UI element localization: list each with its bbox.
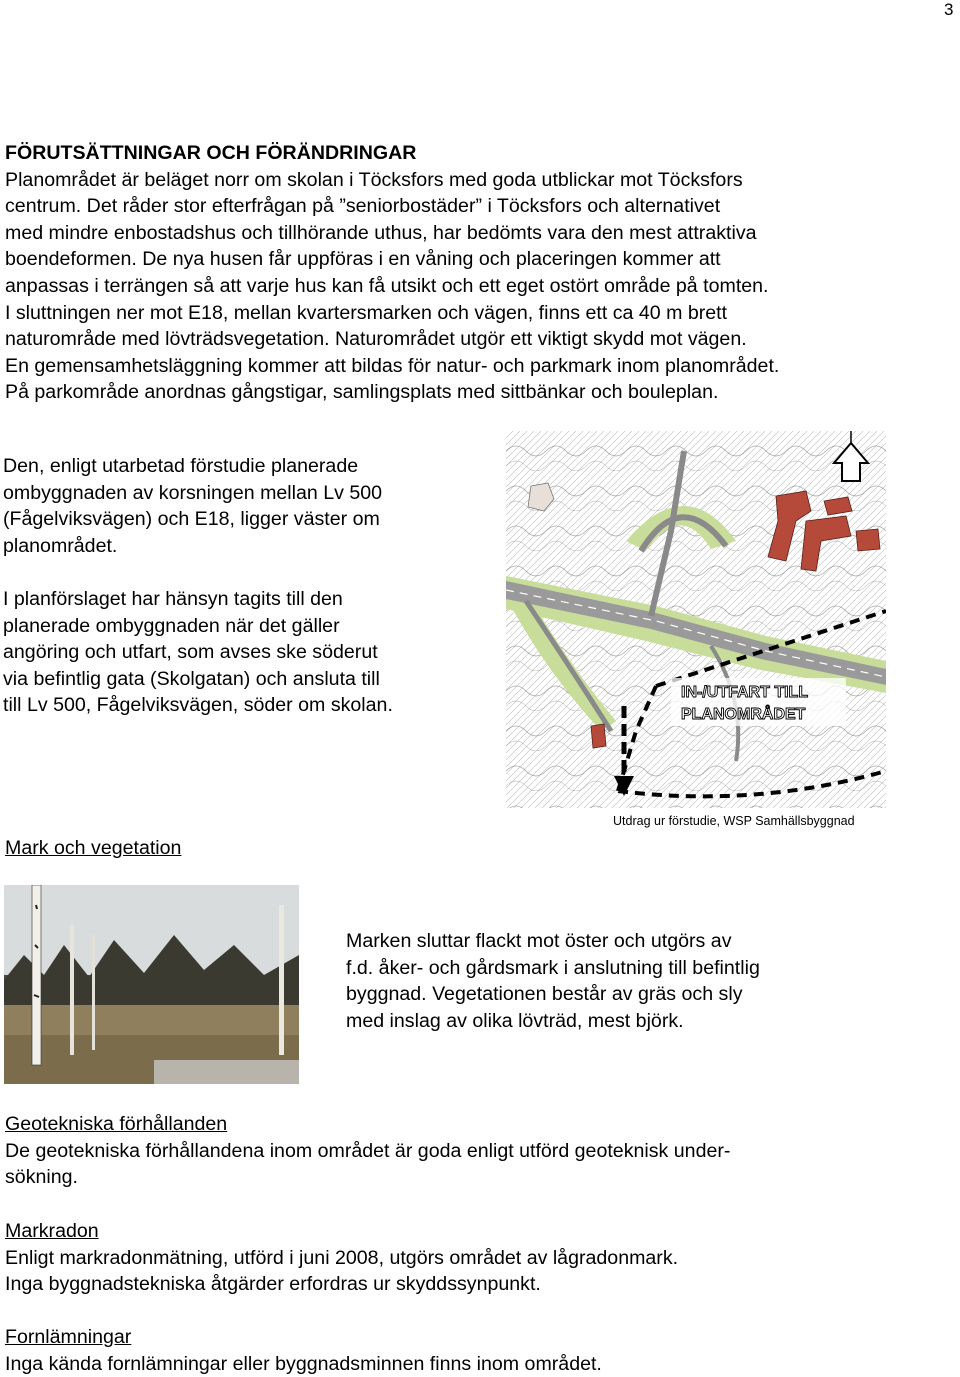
body-line: ombyggnaden av korsningen mellan Lv 500 <box>3 481 383 504</box>
body-line: med inslag av olika lövträd, mest björk. <box>346 1009 684 1032</box>
plan-map-drawing <box>506 431 886 808</box>
body-line: planerade ombyggnaden när det gäller <box>3 614 340 637</box>
body-line: angöring och utfart, som avses ske söderut <box>3 641 378 664</box>
body-line: Planområdet är beläget norr om skolan i Töcksfors med goda utblickar mot Töcksfors <box>5 168 743 191</box>
body-line: Marken sluttar flackt mot öster och utgörs av <box>346 930 732 952</box>
fornl-heading: Fornlämningar <box>5 1326 132 1348</box>
body-line: En gemensamhetsläggning kommer att bildas för natur- och parkmark inom planområdet. <box>5 354 780 377</box>
geo-heading: Geotekniska förhållanden <box>5 1113 228 1135</box>
body-line: sökning. <box>5 1166 78 1189</box>
body-line: På parkområde anordnas gångstigar, samlingsplats med sittbänkar och bouleplan. <box>5 381 719 404</box>
site-photo <box>4 885 299 1084</box>
body-line: Inga kända fornlämningar eller byggnadsminnen finns inom området. <box>5 1352 602 1375</box>
plan-map <box>506 431 886 808</box>
body-line: via befintlig gata (Skolgatan) och ansluta till <box>3 667 380 690</box>
mark-paragraph <box>346 928 760 1034</box>
access-paragraph <box>3 586 393 719</box>
radon-heading: Markradon <box>5 1220 99 1242</box>
body-line: planområdet. <box>3 534 118 557</box>
page-number: 3 <box>944 0 954 19</box>
mark-heading: Mark och vegetation <box>5 837 182 859</box>
radon-section <box>5 1218 678 1298</box>
geo-section <box>5 1111 730 1191</box>
body-line: Enligt markradonmätning, utförd i juni 2008, utgörs området av lågradonmark. <box>5 1246 679 1269</box>
body-line: I sluttningen ner mot E18, mellan kvartersmarken och vägen, finns ett ca 40 m brett <box>5 301 728 324</box>
body-line: med mindre enbostadshus och tillhörande uthus, har bedömts vara den mest attraktiva <box>5 221 757 244</box>
junction-paragraph <box>3 453 382 559</box>
body-line: byggnad. Vegetationen består av gräs och sly <box>346 983 743 1006</box>
map-label-line1: IN-/UTFART TILL <box>681 684 809 701</box>
body-line: De geotekniska förhållandena inom området är goda enligt utförd geoteknisk under- <box>5 1139 731 1162</box>
body-line: anpassas i terrängen så att varje hus kan få utsikt och ett eget ostört område på tomten. <box>5 274 769 297</box>
fornl-section <box>5 1324 602 1377</box>
body-line: I planförslaget har hänsyn tagits till den <box>3 588 343 610</box>
body-line: till Lv 500, Fågelviksvägen, söder om skolan. <box>3 694 393 717</box>
map-caption: Utdrag ur förstudie, WSP Samhällsbyggnad <box>613 814 855 828</box>
section-heading: FÖRUTSÄTTNINGAR OCH FÖRÄNDRINGAR <box>5 142 417 164</box>
site-photo-image <box>4 885 299 1084</box>
body-line: (Fågelviksvägen) och E18, ligger väster om <box>3 508 380 531</box>
body-line: centrum. Det råder stor efterfrågan på ”seniorbostäder” i Töcksfors och alternativet <box>5 195 721 218</box>
map-label-line2: PLANOMRÅDET <box>681 706 806 723</box>
body-line: naturområde med lövträdsvegetation. Naturområdet utgör ett viktigt skydd mot vägen. <box>5 328 747 351</box>
body-line: Inga byggnadstekniska åtgärder erfordras ur skyddssynpunkt. <box>5 1273 541 1296</box>
body-line: Den, enligt utarbetad förstudie planerade <box>3 455 359 477</box>
body-line: f.d. åker- och gårdsmark i anslutning till befintlig <box>346 956 760 979</box>
body-line: boendeformen. De nya husen får uppföras i en våning och placeringen kommer att <box>5 248 721 271</box>
intro-section <box>5 140 779 406</box>
